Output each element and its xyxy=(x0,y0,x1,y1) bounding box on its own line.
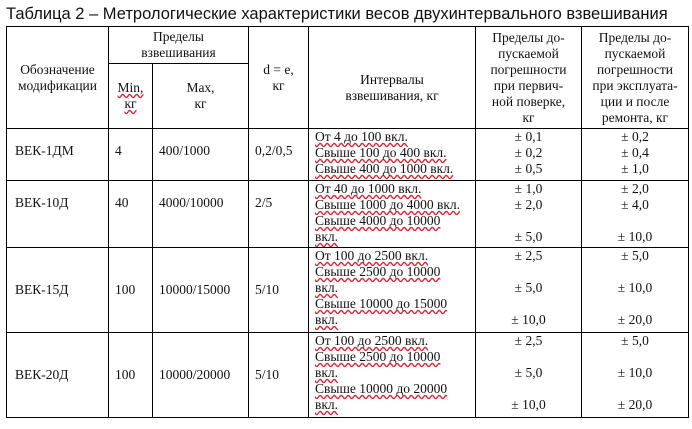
row-d: 0,2/0,5 xyxy=(249,129,309,181)
row-d: 5/10 xyxy=(249,333,309,418)
table-row xyxy=(7,181,689,248)
header-operation-error: Пределы до- пускаемой погрешности при эксплуата- ции и после ремонта, кг xyxy=(582,27,689,129)
row-intervals: От 40 до 1000 вкл. Свыше 1000 до 4000 вкл. Свыше 4000 до 10000 вкл. xyxy=(309,181,476,248)
row-operation-error: ± 0,2 ± 0,4 ± 1,0 xyxy=(582,129,689,181)
row-max: 400/1000 xyxy=(153,129,249,181)
row-name: ВЕК-10Д xyxy=(7,181,109,248)
row-d: 5/10 xyxy=(249,248,309,333)
table-row xyxy=(7,129,689,181)
row-primary-error: ± 2,5 ± 5,0 ± 10,0 xyxy=(476,248,582,333)
table-row xyxy=(7,333,689,418)
row-primary-error: ± 2,5 ± 5,0 ± 10,0 xyxy=(476,333,582,418)
header-max: Max, кг xyxy=(153,64,249,129)
row-operation-error: ± 2,0 ± 4,0 ± 10,0 xyxy=(582,181,689,248)
row-max: 4000/10000 xyxy=(153,181,249,248)
row-name: ВЕК-20Д xyxy=(7,333,109,418)
row-primary-error: ± 0,1 ± 0,2 ± 0,5 xyxy=(476,129,582,181)
header-limits: Пределы взвешивания xyxy=(109,27,249,64)
table-caption: Таблица 2 – Метрологические характеристики весов двухинтервального взвешивания xyxy=(6,5,668,23)
header-modification: Обозначение модификации xyxy=(7,27,109,129)
row-min: 100 xyxy=(109,248,153,333)
table-row xyxy=(7,248,689,333)
row-d: 2/5 xyxy=(249,181,309,248)
row-intervals: От 4 до 100 вкл. Свыше 100 до 400 вкл. Свыше 400 до 1000 вкл. xyxy=(309,129,476,181)
row-max: 10000/20000 xyxy=(153,333,249,418)
header-d-e: d = e, кг xyxy=(249,27,309,129)
row-operation-error: ± 5,0 ± 10,0 ± 20,0 xyxy=(582,333,689,418)
row-min: 100 xyxy=(109,333,153,418)
row-primary-error: ± 1,0 ± 2,0 ± 5,0 xyxy=(476,181,582,248)
row-operation-error: ± 5,0 ± 10,0 ± 20,0 xyxy=(582,248,689,333)
metrology-table xyxy=(6,26,689,418)
row-min: 4 xyxy=(109,129,153,181)
header-row-1 xyxy=(7,27,689,64)
row-intervals: От 100 до 2500 вкл. Свыше 2500 до 10000 вкл. Свыше 10000 до 15000 вкл. xyxy=(309,248,476,333)
row-min: 40 xyxy=(109,181,153,248)
row-intervals: От 100 до 2500 вкл. Свыше 2500 до 10000 вкл. Свыше 10000 до 20000 вкл. xyxy=(309,333,476,418)
row-name: ВЕК-15Д xyxy=(7,248,109,333)
row-name: ВЕК-1ДМ xyxy=(7,129,109,181)
header-min: Min, кг xyxy=(109,64,153,129)
header-primary-error: Пределы до- пускаемой погрешности при первич- ной поверке, кг xyxy=(476,27,582,129)
header-intervals: Интервалы взвешивания, кг xyxy=(309,27,476,129)
row-max: 10000/15000 xyxy=(153,248,249,333)
